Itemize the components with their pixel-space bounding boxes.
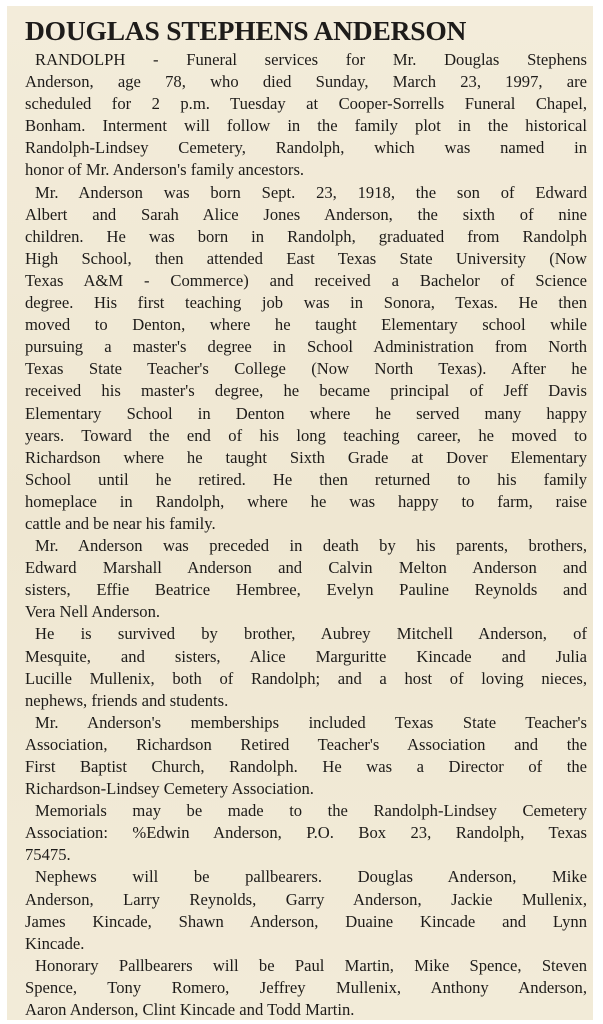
text-line: nephews, friends and students. (25, 690, 229, 710)
text-line: Kincade. (25, 933, 85, 953)
text-line: Association, Richardson Retired Teacher's Association and the (25, 734, 587, 754)
paragraph (25, 800, 587, 866)
text-line: First Baptist Church, Randolph. He was a Director of the (25, 757, 587, 776)
text-line: Spence, Tony Romero, Jeffrey Mullenix, Anthony Anderson, (25, 977, 587, 997)
text-line: children. He was born in Randolph, graduated from Randolph (25, 226, 587, 246)
paragraph (25, 712, 587, 800)
text-line: Edward Marshall Anderson and Calvin Melton Anderson and (25, 558, 587, 578)
paragraph (25, 955, 587, 1020)
paragraph (25, 623, 587, 711)
text-line: Anderson, Larry Reynolds, Garry Anderson, Jackie Mullenix, (25, 889, 587, 909)
text-line: scheduled for 2 p.m. Tuesday at Cooper-Sorrells Funeral Chapel, (25, 94, 587, 114)
text-line: honor of Mr. Anderson's family ancestors. (25, 160, 305, 180)
text-line: Mr. Anderson's memberships included Texas State Teacher's (35, 712, 587, 732)
text-line: received his master's degree, he became principal of Jeff Davis (25, 381, 587, 401)
text-line: High School, then attended East Texas State University (Now (25, 248, 587, 268)
text-line: years. Toward the end of his long teaching career, he moved to (25, 425, 587, 445)
text-line: 75475. (25, 845, 71, 865)
paragraph (25, 182, 587, 536)
text-line: Mr. Anderson was preceded in death by his parents, brothers, (35, 536, 587, 556)
text-line: Albert and Sarah Alice Jones Anderson, the sixth of nine (25, 204, 587, 224)
text-line: Elementary School in Denton where he served many happy (25, 403, 587, 423)
text-line: pursuing a master's degree in School Administration from North (25, 337, 587, 357)
text-line: moved to Denton, where he taught Elementary school while (25, 315, 587, 335)
text-line: Nephews will be pallbearers. Douglas Anderson, Mike (35, 867, 587, 887)
obituary-body (25, 49, 587, 1020)
text-line: Aaron Anderson, Clint Kincade and Todd Martin. (25, 1000, 355, 1020)
text-line: sisters, Effie Beatrice Hembree, Evelyn Pauline Reynolds and (25, 580, 587, 600)
paragraph (25, 535, 587, 623)
text-line: Richardson-Lindsey Cemetery Association. (25, 779, 314, 799)
text-line: Anderson, age 78, who died Sunday, March 23, 1997, are (25, 72, 587, 92)
text-line: Randolph-Lindsey Cemetery, Randolph, which was named in (25, 138, 587, 158)
text-line: degree. His first teaching job was in Sonora, Texas. He then (25, 293, 587, 313)
text-line: Mr. Anderson was born Sept. 23, 1918, the son of Edward (35, 182, 587, 202)
paragraph (25, 49, 587, 182)
text-line: Lucille Mullenix, both of Randolph; and a host of loving nieces, (25, 668, 587, 688)
text-line: He is survived by brother, Aubrey Mitchell Anderson, of (35, 624, 587, 644)
text-line: homeplace in Randolph, where he was happy to farm, raise (25, 491, 587, 511)
text-line: RANDOLPH - Funeral services for Mr. Douglas Stephens (35, 50, 587, 69)
text-line: Honorary Pallbearers will be Paul Martin, Mike Spence, Steven (35, 955, 587, 975)
text-line: Bonham. Interment will follow in the family plot in the historical (25, 116, 587, 136)
text-line: James Kincade, Shawn Anderson, Duaine Kincade and Lynn (25, 911, 587, 931)
text-line: Mesquite, and sisters, Alice Marguritte Kincade and Julia (25, 646, 587, 666)
text-line: Vera Nell Anderson. (25, 602, 161, 622)
obituary-clipping (7, 6, 593, 1020)
obituary-headline: DOUGLAS STEPHENS ANDERSON (25, 15, 467, 46)
text-line: Richardson where he taught Sixth Grade at Dover Elementary (25, 447, 587, 467)
paragraph (25, 866, 587, 954)
text-line: Texas State Teacher's College (Now North Texas). After he (25, 359, 587, 379)
text-line: Texas A&M - Commerce) and received a Bachelor of Science (25, 270, 587, 290)
text-line: Association: %Edwin Anderson, P.O. Box 23, Randolph, Texas (25, 823, 587, 843)
text-line: Memorials may be made to the Randolph-Lindsey Cemetery (35, 801, 587, 821)
text-line: School until he retired. He then returned to his family (25, 469, 587, 489)
text-line: cattle and be near his family. (25, 513, 216, 533)
